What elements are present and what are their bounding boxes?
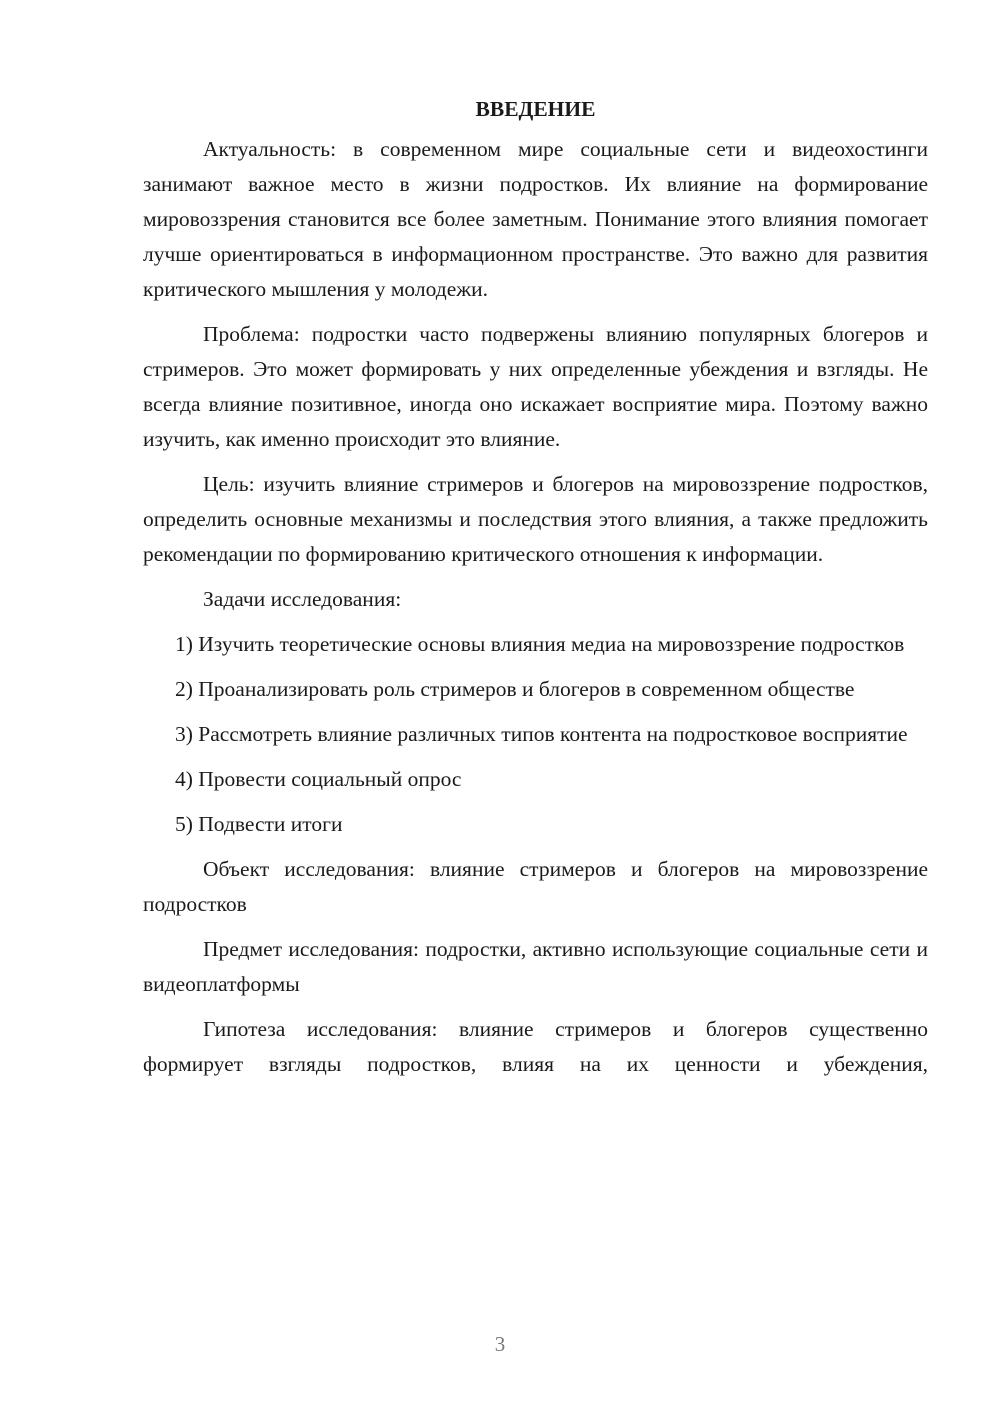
goal-paragraph: Цель: изучить влияние стримеров и блогеров на мировоззрение подростков, определить основные механизмы и последствия этого влияния, а также предложить рекомендации по формированию критического отношения к информации. (143, 472, 928, 566)
hypothesis-paragraph: Гипотеза исследования: влияние стримеров и блогеров существенно формирует взгляды подростков, влияя на их ценности и убеждения, (143, 1017, 928, 1076)
relevance-paragraph: Актуальность: в современном мире социальные сети и видеохостинги занимают важное место в жизни подростков. Их влияние на формирование мировоззрения становится все более заметным. Понимание этого влияния помогает лучше ориентироваться в информационном пространстве. Это важно для развития критического мышления у молодежи. (143, 137, 928, 301)
object-paragraph: Объект исследования: влияние стримеров и блогеров на мировоззрение подростков (143, 857, 928, 916)
tasks-heading: Задачи исследования: (203, 587, 402, 611)
task-item-3: 3) Рассмотреть влияние различных типов контента на подростковое восприятие (175, 722, 908, 746)
problem-paragraph: Проблема: подростки часто подвержены влиянию популярных блогеров и стримеров. Это может формировать у них определенные убеждения и взгляды. Не всегда влияние позитивное, иногда оно искажает восприятие мира. Поэтому важно изучить, как именно происходит это влияние. (143, 322, 928, 451)
task-item-1: 1) Изучить теоретические основы влияния медиа на мировоззрение подростков (175, 632, 905, 656)
subject-paragraph: Предмет исследования: подростки, активно использующие социальные сети и видеоплатформы (143, 937, 928, 996)
page-content (143, 92, 928, 1082)
page-number: 3 (494, 1332, 506, 1356)
section-title: ВВЕДЕНИЕ (475, 97, 596, 121)
task-item-2: 2) Проанализировать роль стримеров и блогеров в современном обществе (175, 677, 855, 701)
task-item-4: 4) Провести социальный опрос (175, 767, 462, 791)
task-item-5: 5) Подвести итоги (175, 812, 343, 836)
